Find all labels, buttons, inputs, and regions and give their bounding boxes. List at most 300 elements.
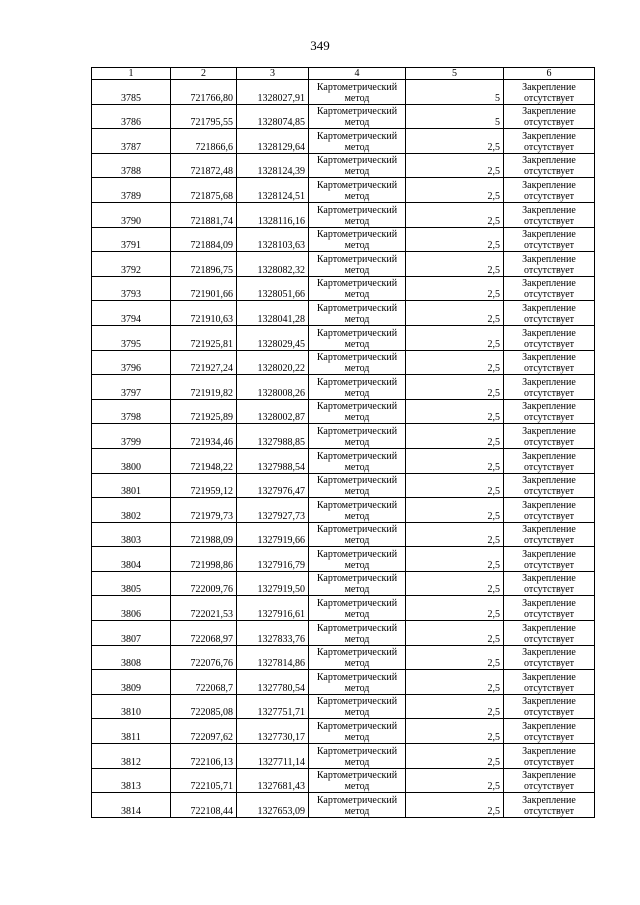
x-coordinate-cell: 722021,53: [171, 596, 237, 621]
x-coordinate-cell: 721979,73: [171, 498, 237, 523]
x-coordinate-cell: 721884,09: [171, 227, 237, 252]
method-cell-line: метод: [344, 535, 370, 547]
point-number-cell: 3790: [92, 202, 171, 227]
method-cell-line: метод: [344, 92, 370, 104]
fixing-description-cell-line: отсутствует: [523, 559, 575, 571]
method-cell-line: метод: [344, 756, 370, 768]
point-number-cell: 3804: [92, 547, 171, 572]
table-row: [92, 645, 595, 670]
method-cell-line: метод: [344, 461, 370, 473]
y-coordinate-cell: 1327711,14: [237, 744, 309, 769]
fixing-description-cell-line: Закрепление: [522, 155, 576, 167]
fixing-description-cell: [504, 744, 595, 769]
point-number-cell: 3785: [92, 80, 171, 105]
method-cell-line: метод: [344, 387, 370, 399]
point-number-cell: 3809: [92, 670, 171, 695]
x-coordinate-cell: 722076,76: [171, 645, 237, 670]
point-number-cell: 3802: [92, 498, 171, 523]
point-number-cell: 3801: [92, 473, 171, 498]
point-number-cell: 3806: [92, 596, 171, 621]
method-cell-line: Картометрический: [316, 475, 398, 487]
x-coordinate-cell: 721875,68: [171, 178, 237, 203]
fixing-description-cell: [504, 547, 595, 572]
point-number-cell: 3793: [92, 276, 171, 301]
fixing-description-cell-line: Закрепление: [522, 302, 576, 314]
table-row: [92, 621, 595, 646]
method-cell-line: Картометрический: [316, 770, 398, 782]
accuracy-cell: 2,5: [406, 744, 504, 769]
x-coordinate-cell: 721998,86: [171, 547, 237, 572]
x-coordinate-cell: 721927,24: [171, 350, 237, 375]
table-row: [92, 596, 595, 621]
fixing-description-cell-line: Закрепление: [522, 450, 576, 462]
point-number-cell: 3805: [92, 571, 171, 596]
fixing-description-cell-line: Закрепление: [522, 548, 576, 560]
method-cell: [309, 498, 406, 523]
y-coordinate-cell: 1327916,61: [237, 596, 309, 621]
column-header: 6: [504, 68, 595, 80]
table-row: [92, 744, 595, 769]
fixing-description-cell: [504, 301, 595, 326]
table-row: [92, 498, 595, 523]
fixing-description-cell-line: отсутствует: [523, 412, 575, 424]
accuracy-cell: 2,5: [406, 473, 504, 498]
fixing-description-cell-line: отсутствует: [523, 92, 575, 104]
x-coordinate-cell: 721896,75: [171, 252, 237, 277]
accuracy-cell: 5: [406, 80, 504, 105]
method-cell: [309, 129, 406, 154]
method-cell: [309, 768, 406, 793]
fixing-description-cell-line: Закрепление: [522, 204, 576, 216]
method-cell-line: Картометрический: [316, 278, 398, 290]
fixing-description-cell: [504, 399, 595, 424]
point-number-cell: 3812: [92, 744, 171, 769]
accuracy-cell: 2,5: [406, 694, 504, 719]
y-coordinate-cell: 1328082,32: [237, 252, 309, 277]
table-row: [92, 325, 595, 350]
fixing-description-cell: [504, 227, 595, 252]
method-cell-line: Картометрический: [316, 229, 398, 241]
method-cell-line: метод: [344, 707, 370, 719]
x-coordinate-cell: 722009,76: [171, 571, 237, 596]
point-number-cell: 3799: [92, 424, 171, 449]
method-cell-line: метод: [344, 289, 370, 301]
y-coordinate-cell: 1328029,45: [237, 325, 309, 350]
fixing-description-cell: [504, 645, 595, 670]
table-row: [92, 424, 595, 449]
x-coordinate-cell: 722106,13: [171, 744, 237, 769]
method-cell: [309, 301, 406, 326]
header-row: [92, 68, 595, 80]
method-cell: [309, 645, 406, 670]
fixing-description-cell-line: отсутствует: [523, 805, 575, 817]
fixing-description-cell-line: отсутствует: [523, 510, 575, 522]
y-coordinate-cell: 1327927,73: [237, 498, 309, 523]
method-cell-line: метод: [344, 658, 370, 670]
y-coordinate-cell: 1328124,51: [237, 178, 309, 203]
y-coordinate-cell: 1328116,16: [237, 202, 309, 227]
fixing-description-cell-line: Закрепление: [522, 130, 576, 142]
method-cell-line: Картометрический: [316, 671, 398, 683]
method-cell-line: Картометрический: [316, 302, 398, 314]
accuracy-cell: 2,5: [406, 793, 504, 818]
fixing-description-cell-line: отсутствует: [523, 166, 575, 178]
column-header: 2: [171, 68, 237, 80]
table-row: [92, 399, 595, 424]
point-number-cell: 3797: [92, 375, 171, 400]
method-cell-line: Картометрический: [316, 745, 398, 757]
y-coordinate-cell: 1327681,43: [237, 768, 309, 793]
y-coordinate-cell: 1328020,22: [237, 350, 309, 375]
x-coordinate-cell: 721948,22: [171, 448, 237, 473]
fixing-description-cell: [504, 80, 595, 105]
accuracy-cell: 2,5: [406, 424, 504, 449]
table-row: [92, 768, 595, 793]
x-coordinate-cell: 721925,89: [171, 399, 237, 424]
x-coordinate-cell: 721988,09: [171, 522, 237, 547]
accuracy-cell: 5: [406, 104, 504, 129]
point-number-cell: 3808: [92, 645, 171, 670]
method-cell-line: метод: [344, 190, 370, 202]
fixing-description-cell-line: Закрепление: [522, 352, 576, 364]
x-coordinate-cell: 722108,44: [171, 793, 237, 818]
point-number-cell: 3810: [92, 694, 171, 719]
method-cell-line: метод: [344, 486, 370, 498]
fixing-description-cell: [504, 793, 595, 818]
method-cell: [309, 571, 406, 596]
table-row: [92, 719, 595, 744]
point-number-cell: 3811: [92, 719, 171, 744]
column-header: 1: [92, 68, 171, 80]
accuracy-cell: 2,5: [406, 129, 504, 154]
point-number-cell: 3813: [92, 768, 171, 793]
method-cell: [309, 325, 406, 350]
x-coordinate-cell: 721795,55: [171, 104, 237, 129]
fixing-description-cell-line: Закрепление: [522, 327, 576, 339]
y-coordinate-cell: 1327814,86: [237, 645, 309, 670]
column-header: 4: [309, 68, 406, 80]
table-row: [92, 104, 595, 129]
fixing-description-cell-line: Закрепление: [522, 106, 576, 118]
method-cell-line: Картометрический: [316, 130, 398, 142]
method-cell: [309, 522, 406, 547]
method-cell: [309, 793, 406, 818]
method-cell: [309, 694, 406, 719]
y-coordinate-cell: 1328051,66: [237, 276, 309, 301]
table-row: [92, 227, 595, 252]
table-row: [92, 522, 595, 547]
method-cell: [309, 227, 406, 252]
table-row: [92, 178, 595, 203]
x-coordinate-cell: 722068,7: [171, 670, 237, 695]
table-row: [92, 276, 595, 301]
accuracy-cell: 2,5: [406, 276, 504, 301]
fixing-description-cell-line: Закрепление: [522, 598, 576, 610]
method-cell-line: Картометрический: [316, 499, 398, 511]
x-coordinate-cell: 721901,66: [171, 276, 237, 301]
y-coordinate-cell: 1328124,39: [237, 153, 309, 178]
fixing-description-cell-line: Закрепление: [522, 622, 576, 634]
accuracy-cell: 2,5: [406, 596, 504, 621]
method-cell-line: Картометрический: [316, 81, 398, 93]
fixing-description-cell-line: Закрепление: [522, 573, 576, 585]
method-cell-line: Картометрический: [316, 155, 398, 167]
method-cell-line: Картометрический: [316, 721, 398, 733]
fixing-description-cell-line: Закрепление: [522, 253, 576, 265]
method-cell-line: Картометрический: [316, 401, 398, 413]
accuracy-cell: 2,5: [406, 399, 504, 424]
method-cell-line: Картометрический: [316, 598, 398, 610]
method-cell: [309, 178, 406, 203]
point-number-cell: 3798: [92, 399, 171, 424]
accuracy-cell: 2,5: [406, 178, 504, 203]
x-coordinate-cell: 721934,46: [171, 424, 237, 449]
x-coordinate-cell: 721910,63: [171, 301, 237, 326]
table-row: [92, 350, 595, 375]
fixing-description-cell-line: Закрепление: [522, 770, 576, 782]
x-coordinate-cell: 722085,08: [171, 694, 237, 719]
y-coordinate-cell: 1328008,26: [237, 375, 309, 400]
fixing-description-cell-line: Закрепление: [522, 376, 576, 388]
method-cell-line: метод: [344, 412, 370, 424]
accuracy-cell: 2,5: [406, 202, 504, 227]
method-cell-line: Картометрический: [316, 425, 398, 437]
method-cell-line: Картометрический: [316, 179, 398, 191]
fixing-description-cell-line: отсутствует: [523, 461, 575, 473]
y-coordinate-cell: 1327751,71: [237, 694, 309, 719]
method-cell-line: Картометрический: [316, 450, 398, 462]
fixing-description-cell-line: Закрепление: [522, 721, 576, 733]
fixing-description-cell-line: отсутствует: [523, 584, 575, 596]
fixing-description-cell: [504, 473, 595, 498]
method-cell-line: Картометрический: [316, 622, 398, 634]
point-number-cell: 3786: [92, 104, 171, 129]
y-coordinate-cell: 1327833,76: [237, 621, 309, 646]
method-cell-line: Картометрический: [316, 352, 398, 364]
method-cell: [309, 547, 406, 572]
fixing-description-cell: [504, 104, 595, 129]
accuracy-cell: 2,5: [406, 448, 504, 473]
method-cell-line: метод: [344, 313, 370, 325]
method-cell-line: метод: [344, 363, 370, 375]
fixing-description-cell-line: Закрепление: [522, 647, 576, 659]
y-coordinate-cell: 1327988,54: [237, 448, 309, 473]
method-cell-line: метод: [344, 682, 370, 694]
table-row: [92, 670, 595, 695]
fixing-description-cell: [504, 621, 595, 646]
y-coordinate-cell: 1328074,85: [237, 104, 309, 129]
method-cell: [309, 252, 406, 277]
fixing-description-cell-line: отсутствует: [523, 535, 575, 547]
fixing-description-cell: [504, 375, 595, 400]
method-cell-line: Картометрический: [316, 204, 398, 216]
fixing-description-cell: [504, 276, 595, 301]
method-cell-line: Картометрический: [316, 253, 398, 265]
y-coordinate-cell: 1327919,66: [237, 522, 309, 547]
y-coordinate-cell: 1328002,87: [237, 399, 309, 424]
column-header: 3: [237, 68, 309, 80]
fixing-description-cell: [504, 522, 595, 547]
point-number-cell: 3795: [92, 325, 171, 350]
point-number-cell: 3807: [92, 621, 171, 646]
fixing-description-cell: [504, 670, 595, 695]
method-cell: [309, 350, 406, 375]
method-cell-line: Картометрический: [316, 524, 398, 536]
method-cell-line: метод: [344, 264, 370, 276]
method-cell-line: метод: [344, 510, 370, 522]
method-cell: [309, 670, 406, 695]
table-row: [92, 694, 595, 719]
fixing-description-cell-line: отсутствует: [523, 338, 575, 350]
y-coordinate-cell: 1327976,47: [237, 473, 309, 498]
accuracy-cell: 2,5: [406, 547, 504, 572]
fixing-description-cell: [504, 596, 595, 621]
fixing-description-cell: [504, 768, 595, 793]
table-row: [92, 202, 595, 227]
method-cell-line: метод: [344, 141, 370, 153]
fixing-description-cell-line: Закрепление: [522, 696, 576, 708]
y-coordinate-cell: 1328027,91: [237, 80, 309, 105]
method-cell: [309, 80, 406, 105]
method-cell: [309, 719, 406, 744]
fixing-description-cell-line: Закрепление: [522, 745, 576, 757]
point-number-cell: 3792: [92, 252, 171, 277]
y-coordinate-cell: 1327919,50: [237, 571, 309, 596]
fixing-description-cell-line: отсутствует: [523, 436, 575, 448]
accuracy-cell: 2,5: [406, 670, 504, 695]
point-number-cell: 3803: [92, 522, 171, 547]
fixing-description-cell-line: отсутствует: [523, 240, 575, 252]
table-row: [92, 252, 595, 277]
method-cell-line: метод: [344, 633, 370, 645]
point-number-cell: 3791: [92, 227, 171, 252]
fixing-description-cell-line: отсутствует: [523, 609, 575, 621]
x-coordinate-cell: 722068,97: [171, 621, 237, 646]
method-cell: [309, 153, 406, 178]
fixing-description-cell-line: отсутствует: [523, 117, 575, 129]
fixing-description-cell-line: Закрепление: [522, 229, 576, 241]
accuracy-cell: 2,5: [406, 153, 504, 178]
fixing-description-cell: [504, 498, 595, 523]
fixing-description-cell-line: отсутствует: [523, 633, 575, 645]
method-cell-line: метод: [344, 166, 370, 178]
point-number-cell: 3814: [92, 793, 171, 818]
method-cell-line: Картометрический: [316, 106, 398, 118]
fixing-description-cell: [504, 153, 595, 178]
method-cell: [309, 744, 406, 769]
x-coordinate-cell: 721872,48: [171, 153, 237, 178]
method-cell: [309, 448, 406, 473]
x-coordinate-cell: 722097,62: [171, 719, 237, 744]
fixing-description-cell: [504, 325, 595, 350]
fixing-description-cell-line: Закрепление: [522, 179, 576, 191]
page-number: 349: [310, 38, 330, 53]
fixing-description-cell-line: отсутствует: [523, 682, 575, 694]
method-cell-line: метод: [344, 117, 370, 129]
method-cell: [309, 104, 406, 129]
method-cell: [309, 424, 406, 449]
fixing-description-cell-line: Закрепление: [522, 524, 576, 536]
fixing-description-cell-line: отсутствует: [523, 141, 575, 153]
fixing-description-cell-line: отсутствует: [523, 732, 575, 744]
fixing-description-cell: [504, 202, 595, 227]
fixing-description-cell-line: Закрепление: [522, 794, 576, 806]
method-cell-line: Картометрический: [316, 327, 398, 339]
fixing-description-cell: [504, 719, 595, 744]
method-cell-line: метод: [344, 781, 370, 793]
method-cell: [309, 473, 406, 498]
method-cell: [309, 202, 406, 227]
fixing-description-cell-line: отсутствует: [523, 264, 575, 276]
x-coordinate-cell: 721766,80: [171, 80, 237, 105]
method-cell: [309, 621, 406, 646]
method-cell-line: метод: [344, 338, 370, 350]
y-coordinate-cell: 1328103,63: [237, 227, 309, 252]
method-cell-line: метод: [344, 805, 370, 817]
fixing-description-cell-line: Закрепление: [522, 499, 576, 511]
x-coordinate-cell: 721959,12: [171, 473, 237, 498]
fixing-description-cell-line: Закрепление: [522, 401, 576, 413]
fixing-description-cell-line: отсутствует: [523, 215, 575, 227]
column-header: 5: [406, 68, 504, 80]
method-cell-line: Картометрический: [316, 794, 398, 806]
method-cell: [309, 375, 406, 400]
table-row: [92, 153, 595, 178]
fixing-description-cell-line: Закрепление: [522, 81, 576, 93]
table-row: [92, 448, 595, 473]
fixing-description-cell-line: Закрепление: [522, 278, 576, 290]
method-cell: [309, 399, 406, 424]
fixing-description-cell-line: Закрепление: [522, 425, 576, 437]
y-coordinate-cell: 1328129,64: [237, 129, 309, 154]
accuracy-cell: 2,5: [406, 498, 504, 523]
table-row: [92, 301, 595, 326]
accuracy-cell: 2,5: [406, 252, 504, 277]
point-number-cell: 3796: [92, 350, 171, 375]
fixing-description-cell-line: Закрепление: [522, 475, 576, 487]
table-row: [92, 793, 595, 818]
fixing-description-cell-line: отсутствует: [523, 707, 575, 719]
accuracy-cell: 2,5: [406, 621, 504, 646]
fixing-description-cell-line: отсутствует: [523, 781, 575, 793]
point-number-cell: 3788: [92, 153, 171, 178]
x-coordinate-cell: 721925,81: [171, 325, 237, 350]
y-coordinate-cell: 1327653,09: [237, 793, 309, 818]
method-cell-line: Картометрический: [316, 696, 398, 708]
table-row: [92, 80, 595, 105]
table-row: [92, 571, 595, 596]
y-coordinate-cell: 1327730,17: [237, 719, 309, 744]
fixing-description-cell-line: Закрепление: [522, 671, 576, 683]
fixing-description-cell-line: отсутствует: [523, 486, 575, 498]
method-cell: [309, 596, 406, 621]
method-cell-line: метод: [344, 559, 370, 571]
accuracy-cell: 2,5: [406, 227, 504, 252]
table-row: [92, 473, 595, 498]
method-cell-line: метод: [344, 436, 370, 448]
method-cell-line: Картометрический: [316, 647, 398, 659]
method-cell-line: метод: [344, 240, 370, 252]
accuracy-cell: 2,5: [406, 522, 504, 547]
accuracy-cell: 2,5: [406, 768, 504, 793]
coordinates-table: [91, 67, 595, 818]
fixing-description-cell-line: отсутствует: [523, 387, 575, 399]
method-cell-line: Картометрический: [316, 548, 398, 560]
method-cell-line: Картометрический: [316, 573, 398, 585]
fixing-description-cell-line: отсутствует: [523, 658, 575, 670]
fixing-description-cell-line: отсутствует: [523, 313, 575, 325]
method-cell-line: метод: [344, 732, 370, 744]
